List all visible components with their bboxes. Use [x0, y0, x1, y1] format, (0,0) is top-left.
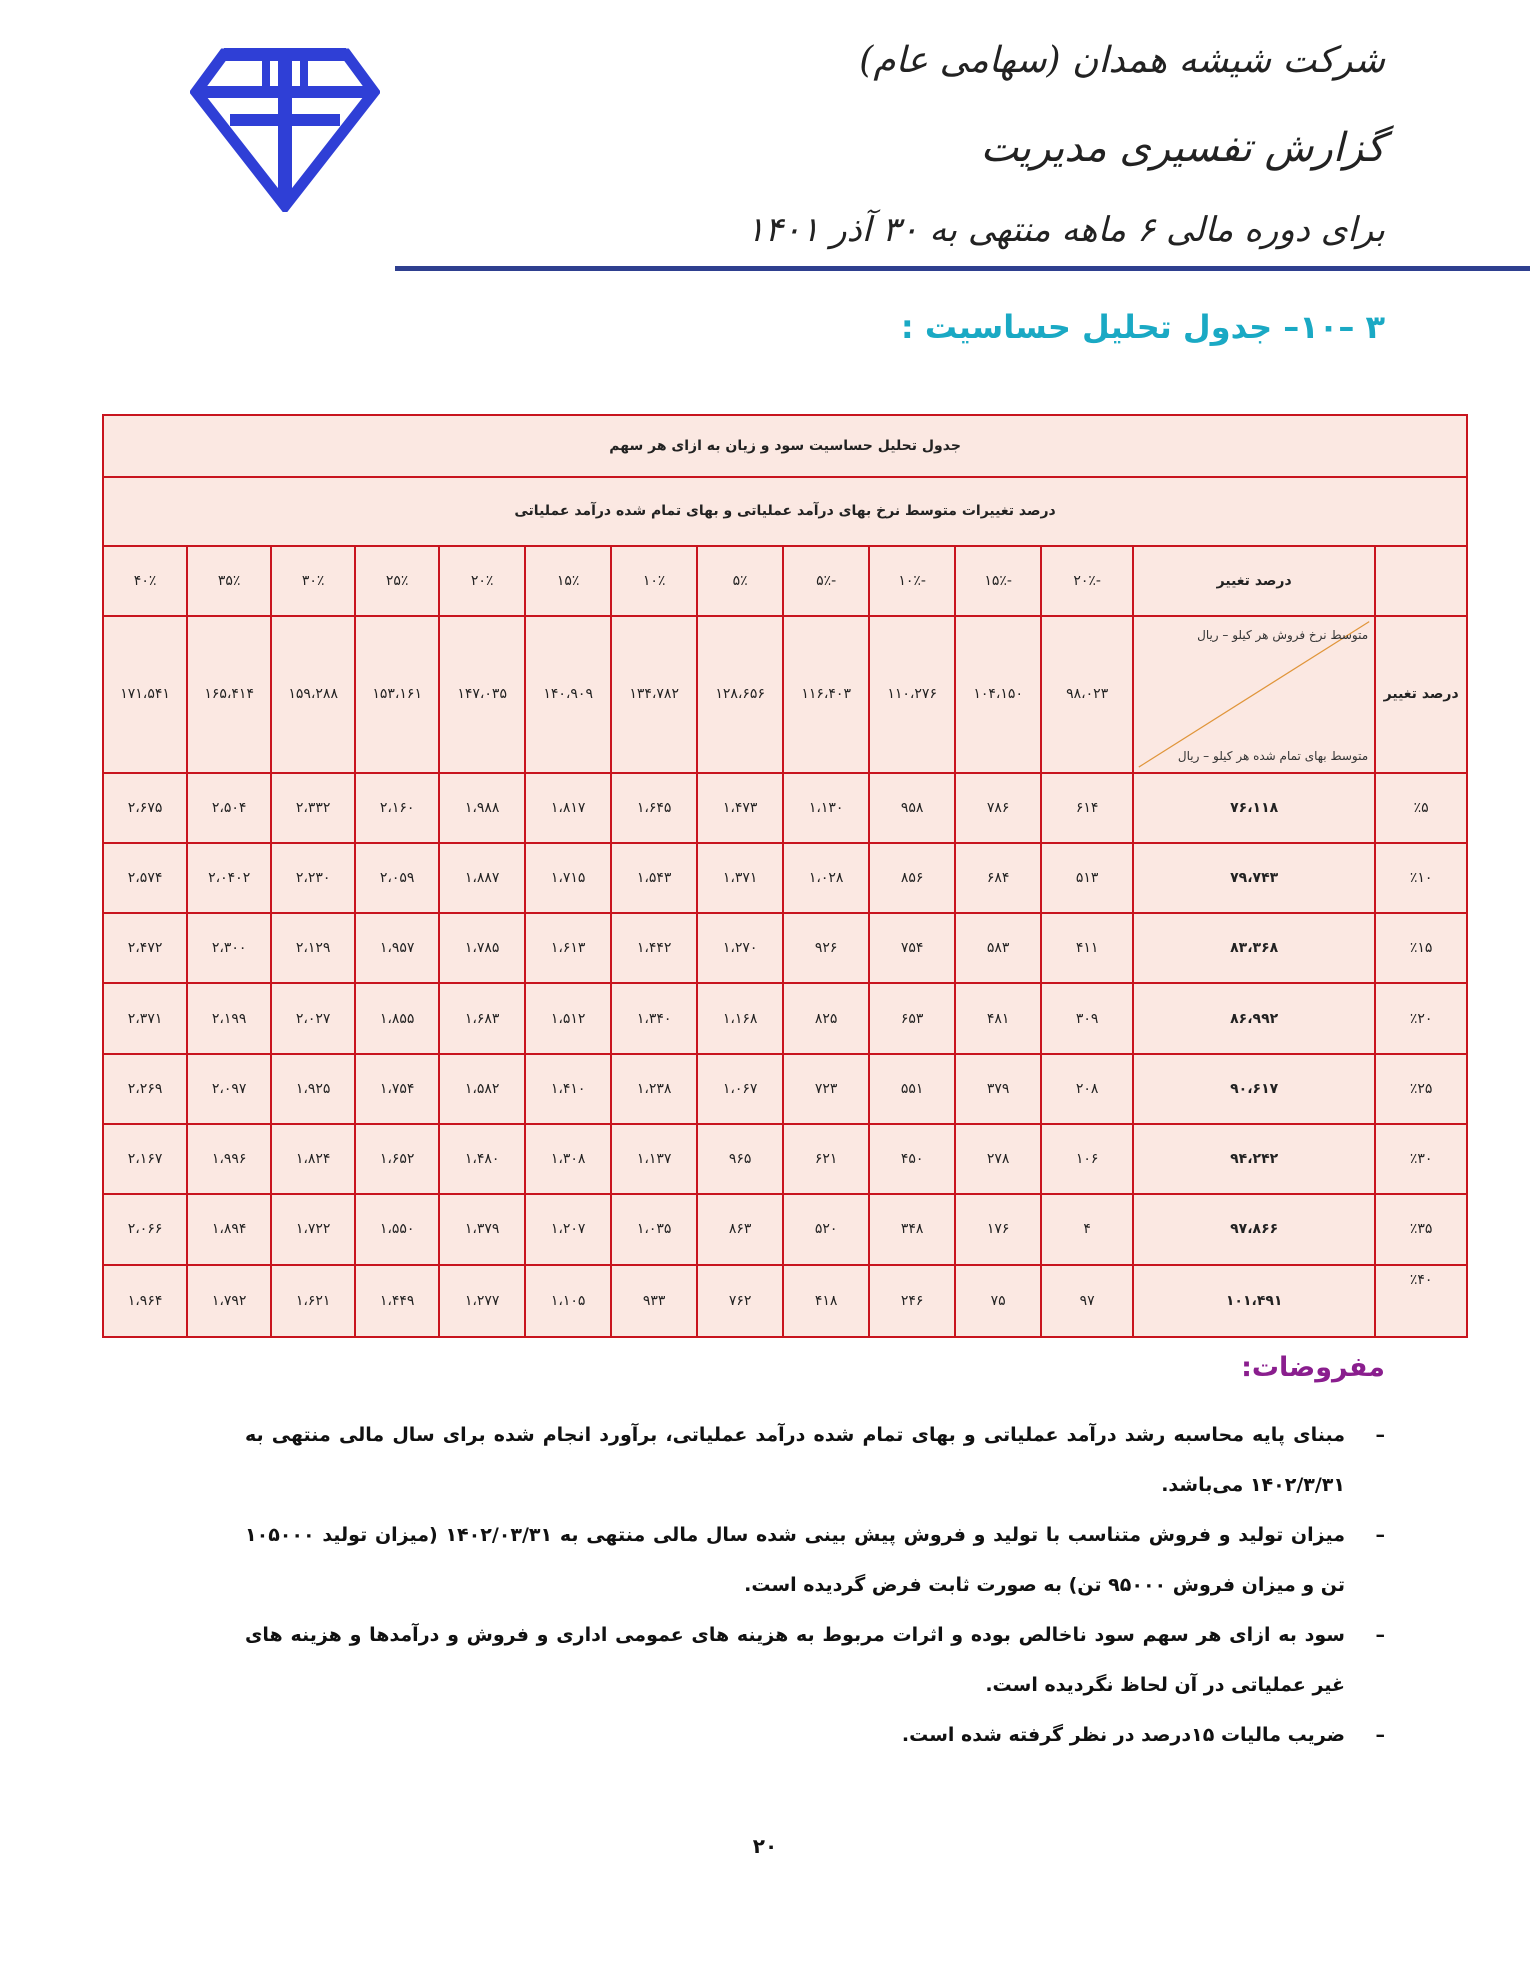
- table-row: [103, 1194, 1467, 1264]
- percent-change-cell: -۵٪: [783, 546, 869, 616]
- assumption-item: – میزان تولید و فروش متناسب با تولید و فروش پیش بینی شده سال مالی منتهی به ۱۴۰۲/۰۳/۳۱ (میزان تولید ۱۰۵۰۰۰ تن و میزان فروش ۹۵۰۰۰ تن) به صورت ثابت فرض گردیده است.: [245, 1524, 1385, 1596]
- eps-value-cell: ۱،۶۵۲: [355, 1124, 439, 1194]
- price-cell: ۱۰۴،۱۵۰: [955, 616, 1041, 773]
- eps-value-cell: ۱،۸۲۴: [271, 1124, 355, 1194]
- eps-value-cell: ۲،۰۲۷: [271, 983, 355, 1053]
- price-cell: ۱۷۱،۵۴۱: [103, 616, 187, 773]
- percent-change-cell: ۲۵٪: [355, 546, 439, 616]
- eps-value-cell: ۱،۹۸۸: [439, 773, 525, 843]
- eps-value-cell: ۵۱۳: [1041, 843, 1133, 913]
- report-period: برای دوره مالی ۶ ماهه منتهی به ۳۰ آذر ۱۴۰۱: [746, 210, 1385, 250]
- eps-value-cell: ۵۵۱: [869, 1054, 955, 1124]
- eps-value-cell: ۸۲۵: [783, 983, 869, 1053]
- row-cost-cell: ۹۴،۲۴۲: [1133, 1124, 1375, 1194]
- row-cost-cell: ۹۰،۶۱۷: [1133, 1054, 1375, 1124]
- percent-change-cell: -۱۰٪: [869, 546, 955, 616]
- price-cell: ۱۵۳،۱۶۱: [355, 616, 439, 773]
- eps-value-cell: ۷۵: [955, 1265, 1041, 1337]
- row-cost-cell: ۷۶،۱۱۸: [1133, 773, 1375, 843]
- eps-value-cell: ۴۱۸: [783, 1265, 869, 1337]
- side-change-label: درصد تغییر: [1375, 616, 1467, 773]
- eps-value-cell: ۱،۹۲۵: [271, 1054, 355, 1124]
- eps-value-cell: ۲،۳۰۰: [187, 913, 271, 983]
- row-percent-cell: ٪۲۰: [1375, 983, 1467, 1053]
- price-cell: ۱۳۴،۷۸۲: [611, 616, 697, 773]
- eps-value-cell: ۷۶۲: [697, 1265, 783, 1337]
- price-cell: ۱۲۸،۶۵۶: [697, 616, 783, 773]
- price-cell: ۱۴۰،۹۰۹: [525, 616, 611, 773]
- eps-value-cell: ۷۵۴: [869, 913, 955, 983]
- percent-change-cell: ۵٪: [697, 546, 783, 616]
- eps-value-cell: ۸۶۳: [697, 1194, 783, 1264]
- eps-value-cell: ۱،۸۸۷: [439, 843, 525, 913]
- table-subcaption: درصد تغییرات متوسط نرخ بهای درآمد عملیاتی و بهای تمام شده درآمد عملیاتی: [103, 477, 1467, 545]
- section-title: ۳ –۱۰– جدول تحلیل حساسیت :: [900, 308, 1385, 346]
- eps-value-cell: ۹۵۸: [869, 773, 955, 843]
- percent-change-cell: ۴۰٪: [103, 546, 187, 616]
- sensitivity-table: [102, 414, 1468, 1338]
- eps-value-cell: ۹۶۵: [697, 1124, 783, 1194]
- eps-value-cell: ۴: [1041, 1194, 1133, 1264]
- eps-value-cell: ۷۲۳: [783, 1054, 869, 1124]
- row-cost-cell: ۸۶،۹۹۲: [1133, 983, 1375, 1053]
- percent-change-cell: ۱۵٪: [525, 546, 611, 616]
- eps-value-cell: ۲۰۸: [1041, 1054, 1133, 1124]
- eps-value-cell: ۶۲۱: [783, 1124, 869, 1194]
- eps-value-cell: ۲،۵۰۴: [187, 773, 271, 843]
- eps-value-cell: ۱،۳۴۰: [611, 983, 697, 1053]
- price-row: [103, 616, 1467, 773]
- corner-cell: [1375, 546, 1467, 616]
- eps-value-cell: ۹۳۳: [611, 1265, 697, 1337]
- eps-value-cell: ۱،۴۴۹: [355, 1265, 439, 1337]
- eps-value-cell: ۲۴۶: [869, 1265, 955, 1337]
- eps-value-cell: ۲۷۸: [955, 1124, 1041, 1194]
- assumption-item: – سود به ازای هر سهم سود ناخالص بوده و اثرات مربوط به هزینه های عمومی اداری و فروش و درآمدها و هزینه های غیر عملیاتی در آن لحاظ نگردیده است.: [245, 1624, 1385, 1696]
- eps-value-cell: ۱،۶۸۳: [439, 983, 525, 1053]
- eps-value-cell: ۳۰۹: [1041, 983, 1133, 1053]
- eps-value-cell: ۴۸۱: [955, 983, 1041, 1053]
- percent-change-cell: ۳۰٪: [271, 546, 355, 616]
- price-cell: ۹۸،۰۲۳: [1041, 616, 1133, 773]
- eps-value-cell: ۱،۲۷۰: [697, 913, 783, 983]
- row-percent-cell: ٪۳۰: [1375, 1124, 1467, 1194]
- eps-value-cell: ۶۱۴: [1041, 773, 1133, 843]
- assumptions-list: [245, 1410, 1385, 1760]
- eps-value-cell: ۱،۷۲۲: [271, 1194, 355, 1264]
- row-cost-cell: ۸۳،۳۶۸: [1133, 913, 1375, 983]
- eps-value-cell: ۱،۶۱۳: [525, 913, 611, 983]
- eps-value-cell: ۳۴۸: [869, 1194, 955, 1264]
- price-cell: ۱۵۹،۲۸۸: [271, 616, 355, 773]
- eps-value-cell: ۱،۰۶۷: [697, 1054, 783, 1124]
- price-cell: ۱۱۶،۴۰۳: [783, 616, 869, 773]
- table-row: [103, 983, 1467, 1053]
- eps-value-cell: ۲،۲۶۹: [103, 1054, 187, 1124]
- percent-change-cell: ۳۵٪: [187, 546, 271, 616]
- eps-value-cell: ۱،۲۳۸: [611, 1054, 697, 1124]
- eps-value-cell: ۱۰۶: [1041, 1124, 1133, 1194]
- table-row: [103, 1054, 1467, 1124]
- assumptions-title: مفروضات:: [1241, 1352, 1385, 1383]
- price-cell: ۱۱۰،۲۷۶: [869, 616, 955, 773]
- sensitivity-rows: [103, 773, 1467, 1337]
- eps-value-cell: ۲،۰۶۶: [103, 1194, 187, 1264]
- percent-change-row: [103, 546, 1467, 616]
- eps-value-cell: ۱،۲۷۷: [439, 1265, 525, 1337]
- table-row: [103, 1265, 1467, 1337]
- table-row: [103, 773, 1467, 843]
- diagonal-bottom-label: متوسط بهای تمام شده هر کیلو – ریال: [1177, 748, 1369, 763]
- row-cost-cell: ۷۹،۷۴۳: [1133, 843, 1375, 913]
- eps-value-cell: ۱،۹۶۴: [103, 1265, 187, 1337]
- eps-value-cell: ۱،۴۷۳: [697, 773, 783, 843]
- row-percent-cell: ٪۴۰: [1375, 1265, 1467, 1337]
- page-number: ۲۰: [752, 1834, 778, 1858]
- row-percent-cell: ٪۳۵: [1375, 1194, 1467, 1264]
- eps-value-cell: ۱،۰۳۵: [611, 1194, 697, 1264]
- eps-value-cell: ۱،۴۱۰: [525, 1054, 611, 1124]
- diagonal-header-cell: [1133, 616, 1375, 773]
- table-caption: جدول تحلیل حساسیت سود و زیان به ازای هر سهم: [103, 415, 1467, 477]
- eps-value-cell: ۵۸۳: [955, 913, 1041, 983]
- header-divider: [395, 266, 1530, 271]
- eps-value-cell: ۱،۸۹۴: [187, 1194, 271, 1264]
- eps-value-cell: ۱،۸۵۵: [355, 983, 439, 1053]
- eps-value-cell: ۳۷۹: [955, 1054, 1041, 1124]
- eps-value-cell: ۱،۱۳۰: [783, 773, 869, 843]
- eps-value-cell: ۲،۳۷۱: [103, 983, 187, 1053]
- eps-value-cell: ۱،۱۳۷: [611, 1124, 697, 1194]
- eps-value-cell: ۷۸۶: [955, 773, 1041, 843]
- eps-value-cell: ۱،۵۴۳: [611, 843, 697, 913]
- row-percent-cell: ٪۲۵: [1375, 1054, 1467, 1124]
- row-percent-cell: ٪۱۵: [1375, 913, 1467, 983]
- change-label: درصد تغییر: [1133, 546, 1375, 616]
- diagonal-top-label: متوسط نرخ فروش هر کیلو – ریال: [1197, 627, 1369, 642]
- assumption-item: – مبنای پایه محاسبه رشد درآمد عملیاتی و بهای تمام شده درآمد عملیاتی، برآورد انجام شده برای سال مالی منتهی به ۱۴۰۲/۳/۳۱ می‌باشد.: [245, 1424, 1385, 1496]
- eps-value-cell: ۱،۷۱۵: [525, 843, 611, 913]
- eps-value-cell: ۲،۰۹۷: [187, 1054, 271, 1124]
- eps-value-cell: ۲،۶۷۵: [103, 773, 187, 843]
- eps-value-cell: ۱،۴۴۲: [611, 913, 697, 983]
- eps-value-cell: ۹۲۶: [783, 913, 869, 983]
- eps-value-cell: ۱،۳۷۹: [439, 1194, 525, 1264]
- eps-value-cell: ۱،۹۹۶: [187, 1124, 271, 1194]
- price-cell: ۱۴۷،۰۳۵: [439, 616, 525, 773]
- eps-value-cell: ۱،۱۶۸: [697, 983, 783, 1053]
- table-row: [103, 1124, 1467, 1194]
- row-percent-cell: ٪۵: [1375, 773, 1467, 843]
- diamond-cross-logo-icon: [190, 46, 380, 212]
- eps-value-cell: ۲،۲۳۰: [271, 843, 355, 913]
- table-row: [103, 913, 1467, 983]
- eps-value-cell: ۸۵۶: [869, 843, 955, 913]
- eps-value-cell: ۱،۵۱۲: [525, 983, 611, 1053]
- eps-value-cell: ۲،۱۲۹: [271, 913, 355, 983]
- row-percent-cell: ٪۱۰: [1375, 843, 1467, 913]
- table-row: [103, 843, 1467, 913]
- eps-value-cell: ۶۸۴: [955, 843, 1041, 913]
- eps-value-cell: ۱،۷۹۲: [187, 1265, 271, 1337]
- eps-value-cell: ۱،۳۰۸: [525, 1124, 611, 1194]
- percent-change-cell: ۲۰٪: [439, 546, 525, 616]
- eps-value-cell: ۶۵۳: [869, 983, 955, 1053]
- eps-value-cell: ۱،۷۸۵: [439, 913, 525, 983]
- eps-value-cell: ۲،۳۳۲: [271, 773, 355, 843]
- eps-value-cell: ۲،۱۶۰: [355, 773, 439, 843]
- assumption-text: مبنای پایه محاسبه رشد درآمد عملیاتی و بهای تمام شده درآمد عملیاتی، برآورد انجام شده برای سال مالی منتهی به ۱۴۰۲/۳/۳۱ می‌باشد.: [245, 1424, 1345, 1496]
- eps-value-cell: ۴۱۱: [1041, 913, 1133, 983]
- row-cost-cell: ۱۰۱،۴۹۱: [1133, 1265, 1375, 1337]
- eps-value-cell: ۹۷: [1041, 1265, 1133, 1337]
- eps-value-cell: ۱،۶۴۵: [611, 773, 697, 843]
- eps-value-cell: ۲،۰۴۰۲: [187, 843, 271, 913]
- company-name: شرکت شیشه همدان (سهامی عام): [859, 40, 1385, 81]
- assumption-text: ضریب مالیات ۱۵درصد در نظر گرفته شده است.: [901, 1724, 1345, 1746]
- eps-value-cell: ۱،۷۵۴: [355, 1054, 439, 1124]
- eps-value-cell: ۲،۴۷۲: [103, 913, 187, 983]
- eps-value-cell: ۱،۵۵۰: [355, 1194, 439, 1264]
- eps-value-cell: ۱،۲۰۷: [525, 1194, 611, 1264]
- eps-value-cell: ۲،۵۷۴: [103, 843, 187, 913]
- eps-value-cell: ۱،۹۵۷: [355, 913, 439, 983]
- eps-value-cell: ۱،۱۰۵: [525, 1265, 611, 1337]
- assumption-text: سود به ازای هر سهم سود ناخالص بوده و اثرات مربوط به هزینه های عمومی اداری و فروش و درآمدها و هزینه های غیر عملیاتی در آن لحاظ نگردیده است.: [245, 1624, 1345, 1696]
- eps-value-cell: ۱،۸۱۷: [525, 773, 611, 843]
- percent-change-cell: -۲۰٪: [1041, 546, 1133, 616]
- percent-change-cell: ۱۰٪: [611, 546, 697, 616]
- eps-value-cell: ۱۷۶: [955, 1194, 1041, 1264]
- eps-value-cell: ۱،۵۸۲: [439, 1054, 525, 1124]
- report-title: گزارش تفسیری مدیریت: [980, 125, 1385, 171]
- assumption-text: میزان تولید و فروش متناسب با تولید و فروش پیش بینی شده سال مالی منتهی به ۱۴۰۲/۰۳/۳۱ (میزان تولید ۱۰۵۰۰۰ تن و میزان فروش ۹۵۰۰۰ تن) به صورت ثابت فرض گردیده است.: [245, 1524, 1345, 1596]
- row-cost-cell: ۹۷،۸۶۶: [1133, 1194, 1375, 1264]
- eps-value-cell: ۱،۳۷۱: [697, 843, 783, 913]
- assumption-item: – ضریب مالیات ۱۵درصد در نظر گرفته شده است.: [901, 1724, 1385, 1746]
- eps-value-cell: ۲،۱۹۹: [187, 983, 271, 1053]
- eps-value-cell: ۱،۶۲۱: [271, 1265, 355, 1337]
- eps-value-cell: ۱،۴۸۰: [439, 1124, 525, 1194]
- eps-value-cell: ۵۲۰: [783, 1194, 869, 1264]
- percent-change-cell: -۱۵٪: [955, 546, 1041, 616]
- price-cell: ۱۶۵،۴۱۴: [187, 616, 271, 773]
- eps-value-cell: ۱،۰۲۸: [783, 843, 869, 913]
- eps-value-cell: ۲،۱۶۷: [103, 1124, 187, 1194]
- eps-value-cell: ۴۵۰: [869, 1124, 955, 1194]
- eps-value-cell: ۲،۰۵۹: [355, 843, 439, 913]
